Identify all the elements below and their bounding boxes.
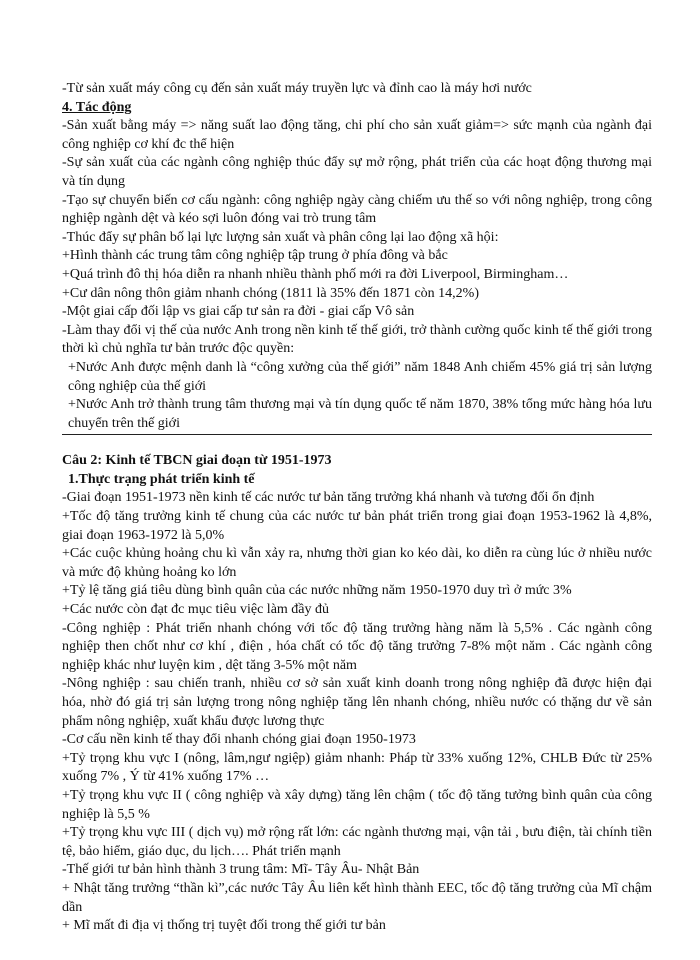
paragraph: + Mĩ mất đi địa vị thống trị tuyệt đối trong thế giới tư bản xyxy=(62,918,386,934)
paragraph: +Tỷ trọng khu vực II ( công nghiệp và xây dựng) tăng lên chậm ( tốc độ tăng tưởng bình quân của công nghiệp là 5,5 % xyxy=(62,787,652,822)
paragraph: -Công nghiệp : Phát triển nhanh chóng với tốc độ tăng trưởng hàng năm là 5,5% . Các ngành công nghiệp then chốt như cơ khí , điện , hóa chất có tốc độ tăng trưởng 7-8% một năm . Các ngành công nghiệp khác như luyện kim , dệt tăng 3-5% một năm xyxy=(62,620,652,673)
document-page xyxy=(62,80,652,936)
paragraph: +Hình thành các trung tâm công nghiệp tập trung ở phía đông và bắc xyxy=(62,248,448,264)
paragraph: + Nhật tăng trưởng “thần kì”,các nước Tây Âu liên kết hình thành EEC, tốc độ tăng trưởng của Mĩ chậm dần xyxy=(62,880,652,915)
paragraph: -Giai đoạn 1951-1973 nền kinh tế các nước tư bản tăng trưởng khá nhanh và tương đối ổn định xyxy=(62,490,595,506)
paragraph: -Thúc đẩy sự phân bố lại lực lượng sản xuất và phân công lại lao động xã hội: xyxy=(62,229,499,245)
paragraph: +Quá trình đô thị hóa diễn ra nhanh nhiều thành phố mới ra đời Liverpool, Birmingham… xyxy=(62,266,569,282)
paragraph: +Tỷ lệ tăng giá tiêu dùng bình quân của các nước những năm 1950-1970 duy trì ở mức 3% xyxy=(62,583,572,599)
paragraph: +Tỷ trọng khu vực I (nông, lâm,ngư ngiệp) giảm nhanh: Pháp từ 33% xuống 12%, CHLB Đức từ 25% xuống 7% , Ý từ 41% xuống 17% … xyxy=(62,750,652,785)
paragraph: +Các nước còn đạt đc mục tiêu việc làm đầy đủ xyxy=(62,602,330,618)
paragraph: +Nước Anh trở thành trung tâm thương mại và tín dụng quốc tế năm 1870, 38% tổng mức hàng hóa lưu chuyển trên thế giới xyxy=(68,397,652,431)
intro-line: -Từ sản xuất máy công cụ đến sản xuất máy truyền lực và đỉnh cao là máy hơi nước xyxy=(62,81,532,96)
spacer xyxy=(62,435,652,452)
paragraph: -Làm thay đổi vị thế của nước Anh trong nền kinh tế thế giới, trở thành cường quốc kinh tế thế giới trong thời kì chủ nghĩa tư bản trước độc quyền: xyxy=(62,322,652,357)
paragraph: -Nông nghiệp : sau chiến tranh, nhiều cơ sở sản xuất kinh doanh trong nông nghiệp đã được hiện đại hóa, nhờ đó giá trị sản lượng trong nông nghiệp tăng lên nhanh chóng, nhiều nước có thặng dư về sản phẩm nông nghiệp, xuất khẩu được lương thực xyxy=(62,676,652,729)
paragraph: -Một giai cấp đối lập vs giai cấp tư sản ra đời - giai cấp Vô sản xyxy=(62,304,415,320)
question-heading: Câu 2: Kinh tế TBCN giai đoạn từ 1951-1973 xyxy=(62,453,332,469)
paragraph: -Sản xuất bằng máy => năng suất lao động tăng, chi phí cho sản xuất giảm=> sức mạnh của ngành đại công nghiệp cơ khí đc thể hiện xyxy=(62,118,652,152)
subheading: 1.Thực trạng phát triển kinh tế xyxy=(68,471,255,487)
paragraph: +Tỷ trọng khu vực III ( dịch vụ) mở rộng rất lớn: các ngành thương mại, vận tải , bưu điện, tài chính tiền tệ, bảo hiểm, giáo dục, du lịch…. Phát triển mạnh xyxy=(62,825,652,859)
paragraph: +Các cuộc khủng hoảng chu kì vẫn xảy ra, nhưng thời gian ko kéo dài, ko diễn ra cùng lúc ở nhiều nước và mức độ khủng hoảng ko lớn xyxy=(62,546,652,580)
section-heading-impact: 4. Tác động xyxy=(62,99,132,115)
paragraph: -Thế giới tư bản hình thành 3 trung tâm: Mĩ- Tây Âu- Nhật Bản xyxy=(62,862,420,878)
paragraph: +Cư dân nông thôn giảm nhanh chóng (1811 là 35% đến 1871 còn 14,2%) xyxy=(62,285,480,301)
paragraph: +Nước Anh được mệnh danh là “công xưởng của thế giới” năm 1848 Anh chiếm 45% giá trị sản lượng công nghiệp của thế giới xyxy=(68,359,652,394)
paragraph: -Tạo sự chuyển biến cơ cấu ngành: công nghiệp ngày càng chiếm ưu thế so với nông nghiệp, trong công nghiệp ngành dệt và kéo sợi luôn đóng vai trò trung tâm xyxy=(62,192,652,227)
paragraph: -Cơ cấu nền kinh tế thay đổi nhanh chóng giai đoạn 1950-1973 xyxy=(62,732,416,748)
paragraph: +Tốc độ tăng trưởng kinh tế chung của các nước tư bản phát triển trong giai đoạn 1953-1962 là 4,8%, giai đoạn 1963-1972 là 5,0% xyxy=(62,509,652,543)
paragraph: -Sự sản xuất của các ngành công nghiệp thúc đẩy sự mở rộng, phát triển của các hoạt động thương mại và tín dụng xyxy=(62,155,652,189)
